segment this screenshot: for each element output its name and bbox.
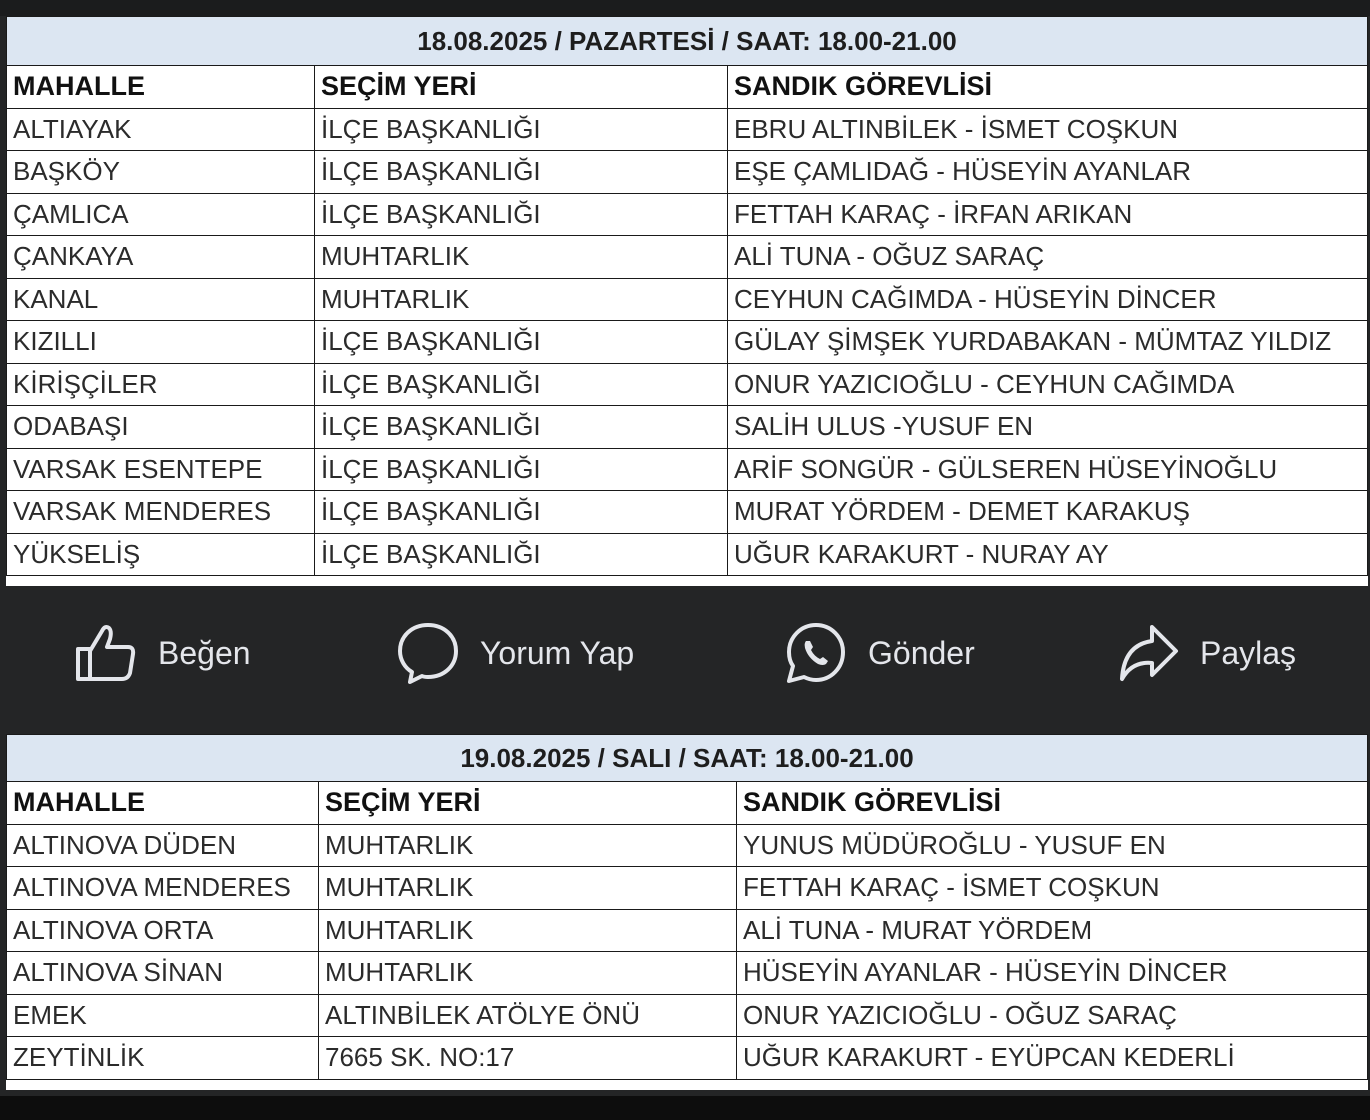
- cell-mahalle: ALTIAYAK: [7, 108, 315, 151]
- cell-sandik-gorevlisi: HÜSEYİN AYANLAR - HÜSEYİN DİNCER: [737, 952, 1368, 995]
- header-row: [7, 66, 1368, 109]
- table-row: [7, 151, 1368, 194]
- cell-mahalle: BAŞKÖY: [7, 151, 315, 194]
- table-row: [7, 448, 1368, 491]
- cell-sandik-gorevlisi: FETTAH KARAÇ - İSMET COŞKUN: [737, 867, 1368, 910]
- cell-mahalle: ALTINOVA DÜDEN: [7, 824, 319, 867]
- cell-secim-yeri: ALTINBİLEK ATÖLYE ÖNÜ: [319, 994, 737, 1037]
- cell-sandik-gorevlisi: GÜLAY ŞİMŞEK YURDABAKAN - MÜMTAZ YILDIZ: [728, 321, 1368, 364]
- cell-secim-yeri: İLÇE BAŞKANLIĞI: [315, 491, 728, 534]
- cell-secim-yeri: MUHTARLIK: [319, 824, 737, 867]
- cell-mahalle: ODABAŞI: [7, 406, 315, 449]
- header-mahalle: MAHALLE: [7, 66, 315, 109]
- cell-mahalle: YÜKSELİŞ: [7, 533, 315, 576]
- cell-secim-yeri: MUHTARLIK: [319, 952, 737, 995]
- cell-mahalle: KİRİŞÇİLER: [7, 363, 315, 406]
- table-row: [7, 952, 1368, 995]
- bottom-edge: [0, 1096, 1370, 1120]
- table-row: [7, 994, 1368, 1037]
- cell-secim-yeri: İLÇE BAŞKANLIĞI: [315, 363, 728, 406]
- cell-secim-yeri: MUHTARLIK: [319, 909, 737, 952]
- cell-sandik-gorevlisi: MURAT YÖRDEM - DEMET KARAKUŞ: [728, 491, 1368, 534]
- cell-mahalle: VARSAK MENDERES: [7, 491, 315, 534]
- table-row: [7, 406, 1368, 449]
- cell-secim-yeri: İLÇE BAŞKANLIĞI: [315, 448, 728, 491]
- cell-sandik-gorevlisi: FETTAH KARAÇ - İRFAN ARIKAN: [728, 193, 1368, 236]
- cell-mahalle: ZEYTİNLİK: [7, 1037, 319, 1080]
- cell-sandik-gorevlisi: SALİH ULUS -YUSUF EN: [728, 406, 1368, 449]
- cell-sandik-gorevlisi: ONUR YAZICIOĞLU - CEYHUN CAĞIMDA: [728, 363, 1368, 406]
- cell-mahalle: ÇAMLICA: [7, 193, 315, 236]
- cell-sandik-gorevlisi: ARİF SONGÜR - GÜLSEREN HÜSEYİNOĞLU: [728, 448, 1368, 491]
- header-mahalle: MAHALLE: [7, 782, 319, 825]
- table-row: [7, 321, 1368, 364]
- table-row: [7, 363, 1368, 406]
- table-row: [7, 1037, 1368, 1080]
- table-row: [7, 909, 1368, 952]
- comment-label: Yorum Yap: [480, 634, 635, 671]
- schedule-image-bottom: [6, 734, 1368, 1090]
- date-row: [7, 735, 1368, 782]
- cell-secim-yeri: İLÇE BAŞKANLIĞI: [315, 193, 728, 236]
- cell-sandik-gorevlisi: CEYHUN CAĞIMDA - HÜSEYİN DİNCER: [728, 278, 1368, 321]
- cell-secim-yeri: MUHTARLIK: [315, 236, 728, 279]
- send-button[interactable]: [784, 586, 975, 720]
- date-line: 19.08.2025 / SALI / SAAT: 18.00-21.00: [7, 735, 1368, 782]
- cell-secim-yeri: İLÇE BAŞKANLIĞI: [315, 533, 728, 576]
- table-row: [7, 867, 1368, 910]
- date-line: 18.08.2025 / PAZARTESİ / SAAT: 18.00-21.00: [7, 17, 1368, 66]
- table-row: [7, 236, 1368, 279]
- schedule-table-day1: [6, 16, 1368, 576]
- cell-mahalle: ÇANKAYA: [7, 236, 315, 279]
- post-action-bar: [6, 586, 1368, 720]
- share-button[interactable]: [1116, 586, 1296, 720]
- cell-secim-yeri: İLÇE BAŞKANLIĞI: [315, 151, 728, 194]
- table-row: [7, 533, 1368, 576]
- table-row: [7, 491, 1368, 534]
- top-edge: [0, 0, 1370, 16]
- comment-bubble-icon: [396, 621, 460, 685]
- cell-sandik-gorevlisi: EŞE ÇAMLIDAĞ - HÜSEYİN AYANLAR: [728, 151, 1368, 194]
- header-secim-yeri: SEÇİM YERİ: [319, 782, 737, 825]
- cell-mahalle: ALTINOVA MENDERES: [7, 867, 319, 910]
- cell-mahalle: ALTINOVA SİNAN: [7, 952, 319, 995]
- table-row: [7, 108, 1368, 151]
- share-arrow-icon: [1116, 621, 1180, 685]
- send-label: Gönder: [868, 634, 975, 671]
- schedule-table-day2: [6, 734, 1368, 1080]
- header-row: [7, 782, 1368, 825]
- whatsapp-icon: [784, 621, 848, 685]
- cell-sandik-gorevlisi: EBRU ALTINBİLEK - İSMET COŞKUN: [728, 108, 1368, 151]
- cell-sandik-gorevlisi: ALİ TUNA - OĞUZ SARAÇ: [728, 236, 1368, 279]
- share-label: Paylaş: [1200, 634, 1297, 671]
- cell-secim-yeri: MUHTARLIK: [315, 278, 728, 321]
- cell-mahalle: ALTINOVA ORTA: [7, 909, 319, 952]
- table-row: [7, 824, 1368, 867]
- cell-sandik-gorevlisi: UĞUR KARAKURT - NURAY AY: [728, 533, 1368, 576]
- like-label: Beğen: [158, 634, 251, 671]
- cell-sandik-gorevlisi: ONUR YAZICIOĞLU - OĞUZ SARAÇ: [737, 994, 1368, 1037]
- header-secim-yeri: SEÇİM YERİ: [315, 66, 728, 109]
- comment-button[interactable]: [396, 586, 634, 720]
- cell-mahalle: EMEK: [7, 994, 319, 1037]
- cell-mahalle: KIZILLI: [7, 321, 315, 364]
- date-row: [7, 17, 1368, 66]
- cell-sandik-gorevlisi: UĞUR KARAKURT - EYÜPCAN KEDERLİ: [737, 1037, 1368, 1080]
- cell-secim-yeri: İLÇE BAŞKANLIĞI: [315, 406, 728, 449]
- table-row: [7, 193, 1368, 236]
- cell-secim-yeri: İLÇE BAŞKANLIĞI: [315, 321, 728, 364]
- cell-mahalle: VARSAK ESENTEPE: [7, 448, 315, 491]
- header-sandik-gorevlisi: SANDIK GÖREVLİSİ: [737, 782, 1368, 825]
- cell-secim-yeri: İLÇE BAŞKANLIĞI: [315, 108, 728, 151]
- like-button[interactable]: [74, 586, 251, 720]
- cell-sandik-gorevlisi: YUNUS MÜDÜROĞLU - YUSUF EN: [737, 824, 1368, 867]
- table-row: [7, 278, 1368, 321]
- cell-secim-yeri: 7665 SK. NO:17: [319, 1037, 737, 1080]
- header-sandik-gorevlisi: SANDIK GÖREVLİSİ: [728, 66, 1368, 109]
- cell-sandik-gorevlisi: ALİ TUNA - MURAT YÖRDEM: [737, 909, 1368, 952]
- cell-mahalle: KANAL: [7, 278, 315, 321]
- cell-secim-yeri: MUHTARLIK: [319, 867, 737, 910]
- schedule-image-top: [6, 16, 1368, 586]
- thumbs-up-icon: [74, 621, 138, 685]
